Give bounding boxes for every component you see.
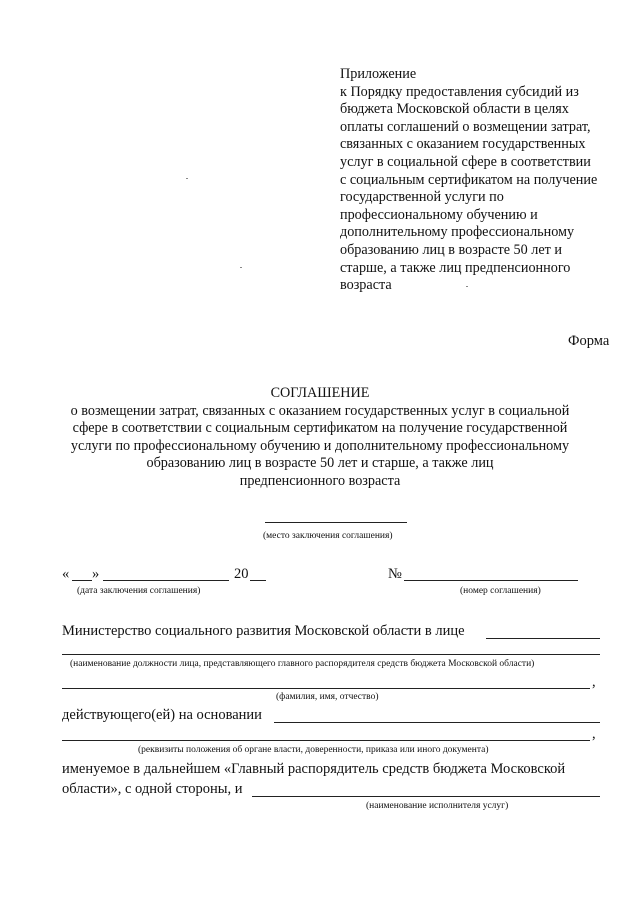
number-caption: (номер соглашения) [460,586,541,596]
title-line: предпенсионного возраста [239,472,401,489]
provider-caption: (наименование исполнителя услуг) [366,801,509,811]
date-caption: (дата заключения соглашения) [77,586,201,596]
date-open-quote: « [62,566,70,582]
appendix-line: бюджета Московской области в целях [340,101,569,118]
date-month-line[interactable] [103,580,229,581]
date-year-prefix: 20 [234,566,249,582]
fio-field-line[interactable] [62,688,590,689]
title-line: сфере в соответствии с социальным сертификатом на получение государственной [72,420,568,437]
number-field-line[interactable] [404,580,578,581]
agreement-title [40,385,600,491]
basis-caption: (реквизиты положения об органе власти, доверенности, приказа или иного документа) [138,745,489,755]
number-sign: № [388,566,402,582]
appendix-line: оплаты соглашений о возмещении затрат, [340,118,591,135]
provider-field-line[interactable] [252,796,600,797]
form-label: Форма [568,333,610,349]
appendix-block [340,66,625,295]
basis-field-line-2[interactable] [62,740,590,741]
title-line: услуги по профессиональному обучению и дополнительному профессиональному [70,437,570,454]
appendix-line: дополнительному профессиональному [340,224,575,241]
basis-comma: , [592,726,596,742]
fio-comma: , [592,674,596,690]
named-text-2: области», с одной стороны, и [62,781,243,797]
scan-speck [186,178,188,179]
position-caption: (наименование должности лица, представляющего главного распорядителя средств бюджета Московской области) [70,659,535,669]
place-field-line[interactable] [265,522,407,523]
acting-text: действующего(ей) на основании [62,707,262,723]
appendix-line: государственной услуги по [340,189,504,206]
appendix-line: с социальным сертификатом на получение [340,171,598,188]
appendix-line: связанных с оказанием государственных [340,136,586,153]
title-heading: СОГЛАШЕНИЕ [270,385,370,401]
appendix-line: старше, а также лиц предпенсионного [340,259,571,276]
appendix-line: услуг в социальной сфере в соответствии [340,153,591,170]
title-line: образованию лиц в возрасте 50 лет и старше, а также лиц [146,455,494,472]
date-day-line[interactable] [72,580,92,581]
position-field-line[interactable] [62,654,600,655]
appendix-line: образованию лиц в возрасте 50 лет и [340,241,562,258]
date-year-line[interactable] [250,580,266,581]
place-caption: (место заключения соглашения) [263,531,393,541]
appendix-line: Приложение [340,66,417,82]
appendix-line: профессиональному обучению и [340,206,538,223]
fio-caption: (фамилия, имя, отчество) [276,692,379,702]
basis-field-line[interactable] [274,722,600,723]
title-line: о возмещении затрат, связанных с оказанием государственных услуг в социальной [70,402,570,419]
named-text-1: именуемое в дальнейшем «Главный распорядитель средств бюджета Московской [62,761,566,777]
appendix-line: к Порядку предоставления субсидий из [340,83,579,100]
date-close-quote: » [92,566,100,582]
ministry-person-line[interactable] [486,638,600,639]
scan-speck [466,286,468,287]
scan-speck [240,267,242,268]
appendix-line: возраста [340,277,392,294]
ministry-text: Министерство социального развития Московской области в лице [62,623,465,639]
